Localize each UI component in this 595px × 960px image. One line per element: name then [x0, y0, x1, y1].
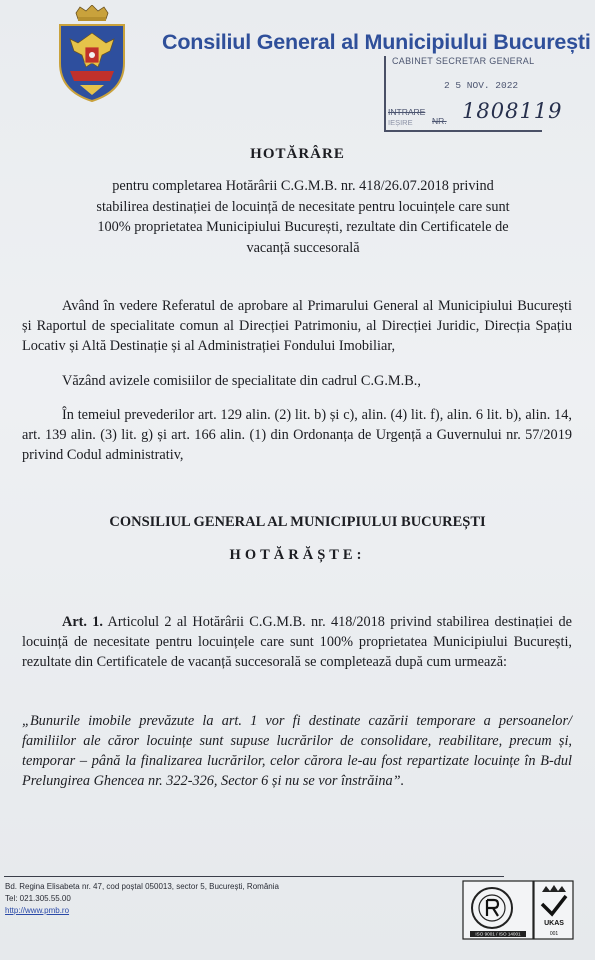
bucharest-coat-of-arms-icon — [56, 5, 128, 103]
article-1-text: Articolul 2 al Hotărârii C.G.M.B. nr. 418/2018 privind stabilirea destinației de locuință de necesitate pentru locuințele care sunt 100% proprietatea Municipiului București, rezultate din Certificatele de vacanță succesorală se completează după cum urmează: — [22, 614, 572, 670]
footer-website-link[interactable]: http://www.pmb.ro — [5, 906, 70, 915]
cert-ukas-label: UKAS — [544, 920, 564, 927]
council-name-header: Consiliul General al Municipiului București — [162, 30, 591, 54]
footer-address: Bd. Regina Elisabeta nr. 47, cod poștal 050013, sector 5, București, România — [5, 882, 279, 891]
preamble-paragraph-3: În temeiul prevederilor art. 129 alin. (2) lit. b) și c), alin. (4) lit. f), alin. 6 lit. b), alin. 14, art. 139 alin. (3) lit. g) și art. 166 alin. (1) din Ordonanța de Urgență a Guvernului nr. 57/2019 privind Codul administrativ, — [22, 407, 572, 463]
cert-code-label: 001 — [549, 931, 559, 937]
cert-iso-label: ISO 9001 / ISO 14001 — [475, 931, 521, 937]
stamp-date: 2 5 NOV. 2022 — [444, 80, 519, 91]
certification-logos — [462, 880, 574, 942]
stamp-intrare-label: INTRARE — [388, 107, 426, 117]
article-1 — [22, 612, 572, 672]
stamp-iesire-label: IEȘIRE — [388, 118, 413, 127]
article-1-label: Art. 1. — [62, 614, 104, 630]
registration-stamp — [384, 56, 563, 132]
quality-certification-mark-icon — [463, 881, 533, 939]
footer-contact — [5, 881, 279, 917]
stamp-nr-label: NR. — [432, 116, 447, 126]
council-heading: CONSILIUL GENERAL AL MUNICIPIULUI BUCUREȘTI — [109, 514, 486, 530]
footer-divider — [4, 876, 504, 877]
decides-heading: HOTĂRĂȘTE: — [229, 547, 366, 563]
document-title: HOTĂRÂRE — [250, 146, 345, 162]
stamp-office: CABINET SECRETAR GENERAL — [392, 56, 535, 66]
preamble-paragraph-2: Văzând avizele comisiilor de specialitate din cadrul C.G.M.B., — [62, 373, 421, 389]
preamble-paragraph-1: Având în vedere Referatul de aprobare al Primarului General al Municipiului București și Raportul de specialitate comun al Direcției Patrimoniu, al Direcției Juridic, Direcția Spațiu Locativ și Altă Destinație și al Administrației Fondului Imobiliar, — [22, 298, 572, 354]
footer-phone: Tel: 021.305.55.00 — [5, 894, 71, 903]
document-subtitle: pentru completarea Hotărârii C.G.M.B. nr. 418/26.07.2018 privind stabilirea destinației de locuință de necesitate pentru locuințele care sunt 100% proprietatea Municipiului București, rezultate din Certificatele de vacanță succesorală — [96, 178, 510, 256]
article-1-quote: „Bunurile imobile prevăzute la art. 1 vor fi destinate cazării temporare a persoanelor/ familiilor ale căror locuințe sunt supuse lucrărilor de consolidare, reabilitare, precum și, temporar – până la finalizarea lucrărilor, celor cărora le-au fost repartizate locuințe în B-dul Prelungirea Ghencea nr. 322-326, Sector 6 și nu se vor înstrăina”. — [22, 713, 572, 789]
stamp-registration-number: 1808119 — [462, 99, 563, 123]
